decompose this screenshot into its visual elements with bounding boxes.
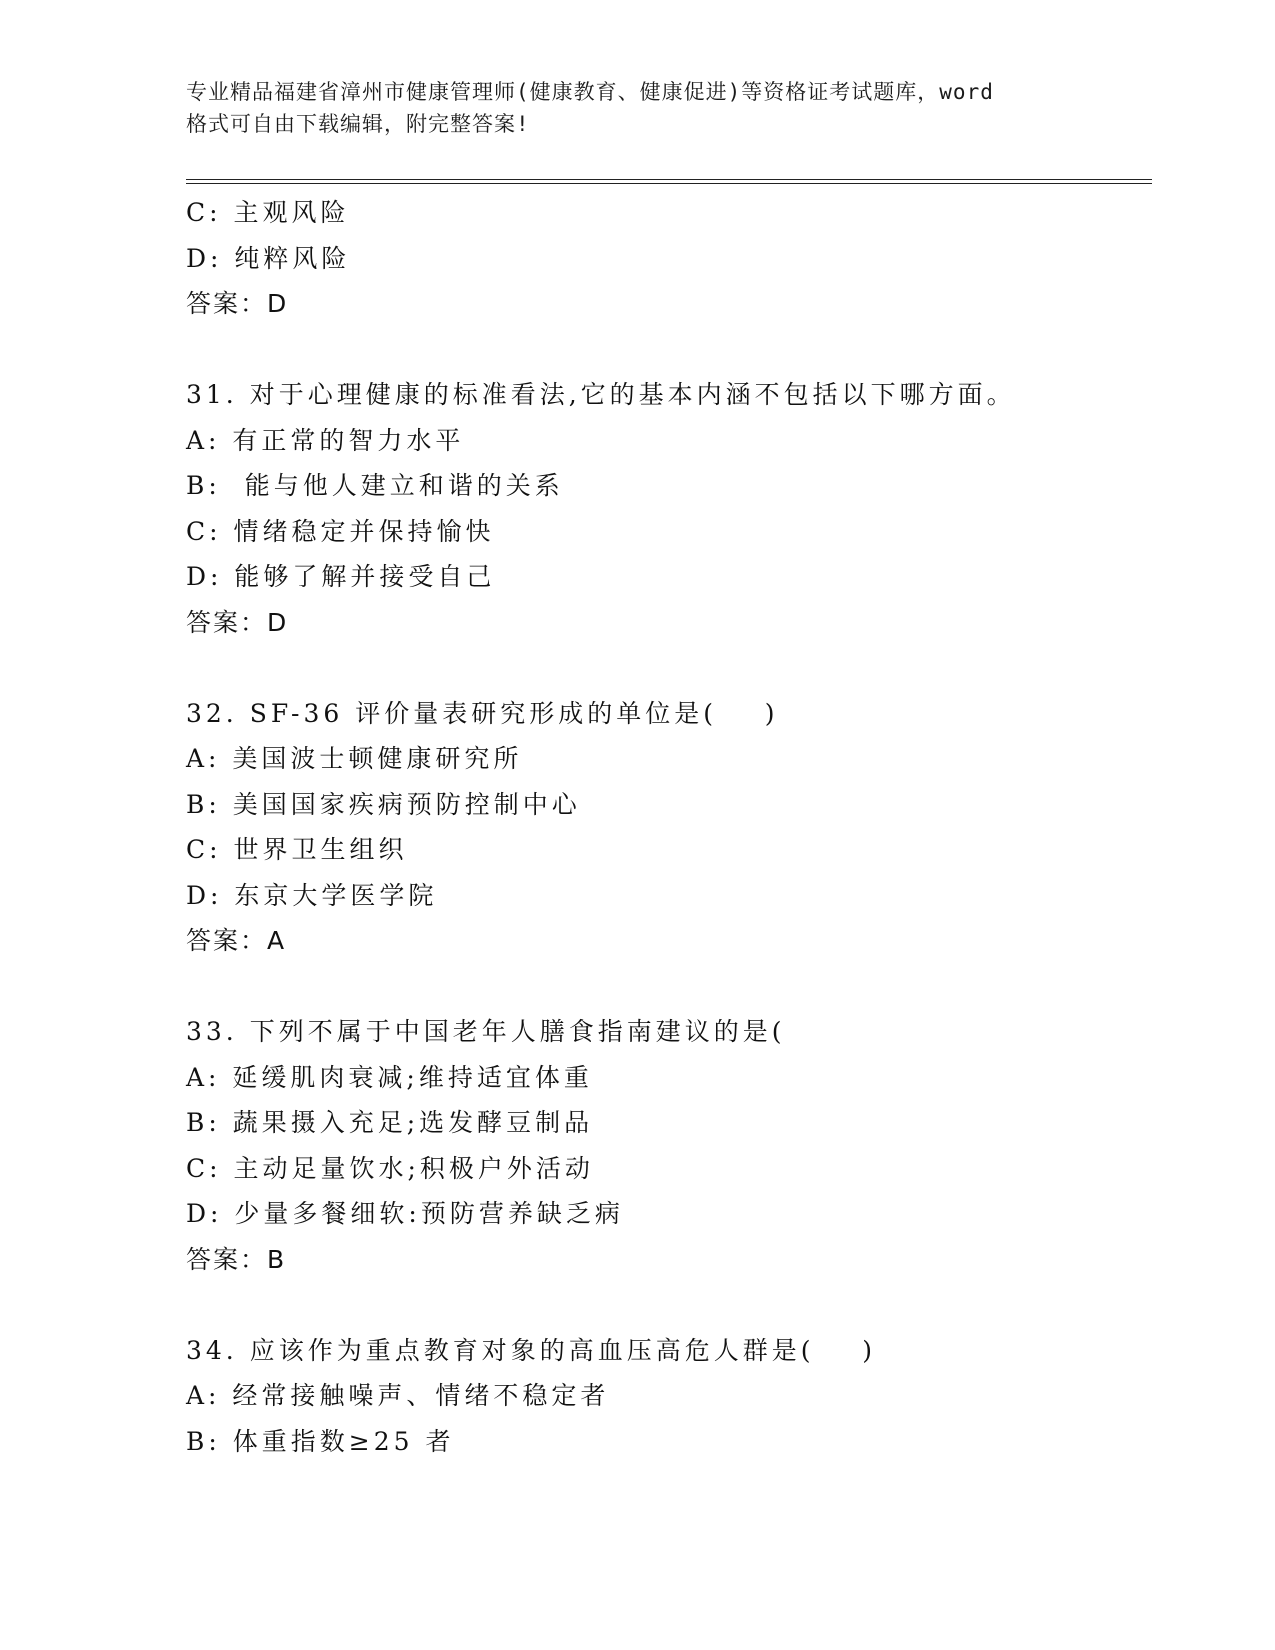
header-rule-bottom: [186, 183, 1152, 184]
question-stem: 34. 应该作为重点教育对象的高血压高危人群是( ): [186, 1335, 877, 1365]
answer: 答案：B: [186, 1244, 287, 1274]
spacer: [186, 645, 1152, 691]
option-b: B: 蔬果摄入充足;选发酵豆制品: [186, 1108, 594, 1137]
header-line-2: 格式可自由下载编辑，附完整答案!: [186, 112, 530, 136]
option-a: A: 美国波士顿健康研究所: [186, 744, 523, 773]
question-stem: 32. SF-36 评价量表研究形成的单位是( ): [186, 698, 779, 728]
option-c: C: 主动足量饮水;积极户外活动: [186, 1153, 594, 1183]
answer: 答案：D: [186, 289, 289, 318]
question-list: [186, 190, 1152, 1464]
question-32: [186, 691, 1152, 964]
option-a: A: 有正常的智力水平: [186, 425, 465, 455]
option-b: B: 能与他人建立和谐的关系: [186, 471, 564, 500]
option-d: D: 东京大学医学院: [186, 880, 438, 910]
header-line-1: 专业精品福建省漳州市健康管理师(健康教育、健康促进)等资格证考试题库，word: [186, 80, 994, 104]
question-33: [186, 1009, 1152, 1282]
spacer: [186, 327, 1152, 373]
question-stem: 31. 对于心理健康的标准看法,它的基本内涵不包括以下哪方面。: [186, 380, 1016, 409]
option-c: C: 主观风险: [186, 198, 350, 227]
question-31: [186, 372, 1152, 645]
spacer: [186, 1282, 1152, 1328]
page-header: [186, 76, 1106, 140]
answer: 答案：D: [186, 607, 289, 637]
spacer: [186, 964, 1152, 1010]
option-a: A: 经常接触噪声、情绪不稳定者: [186, 1381, 610, 1410]
option-b: B: 美国国家疾病预防控制中心: [186, 789, 581, 819]
option-b: B: 体重指数≥25 者: [186, 1426, 455, 1456]
option-d: D: 能够了解并接受自己: [186, 562, 496, 591]
option-d: D: 少量多餐细软:预防营养缺乏病: [186, 1199, 624, 1228]
option-a: A: 延缓肌肉衰减;维持适宜体重: [186, 1062, 593, 1092]
question-stem: 33. 下列不属于中国老年人膳食指南建议的是(: [186, 1017, 786, 1046]
option-d: D: 纯粹风险: [186, 243, 351, 273]
option-c: C: 世界卫生组织: [186, 835, 408, 864]
question-30: [186, 190, 1152, 327]
answer: 答案：A: [186, 926, 287, 955]
option-c: C: 情绪稳定并保持愉快: [186, 516, 495, 546]
header-rule-top: [186, 179, 1152, 180]
question-34: [186, 1328, 1152, 1465]
